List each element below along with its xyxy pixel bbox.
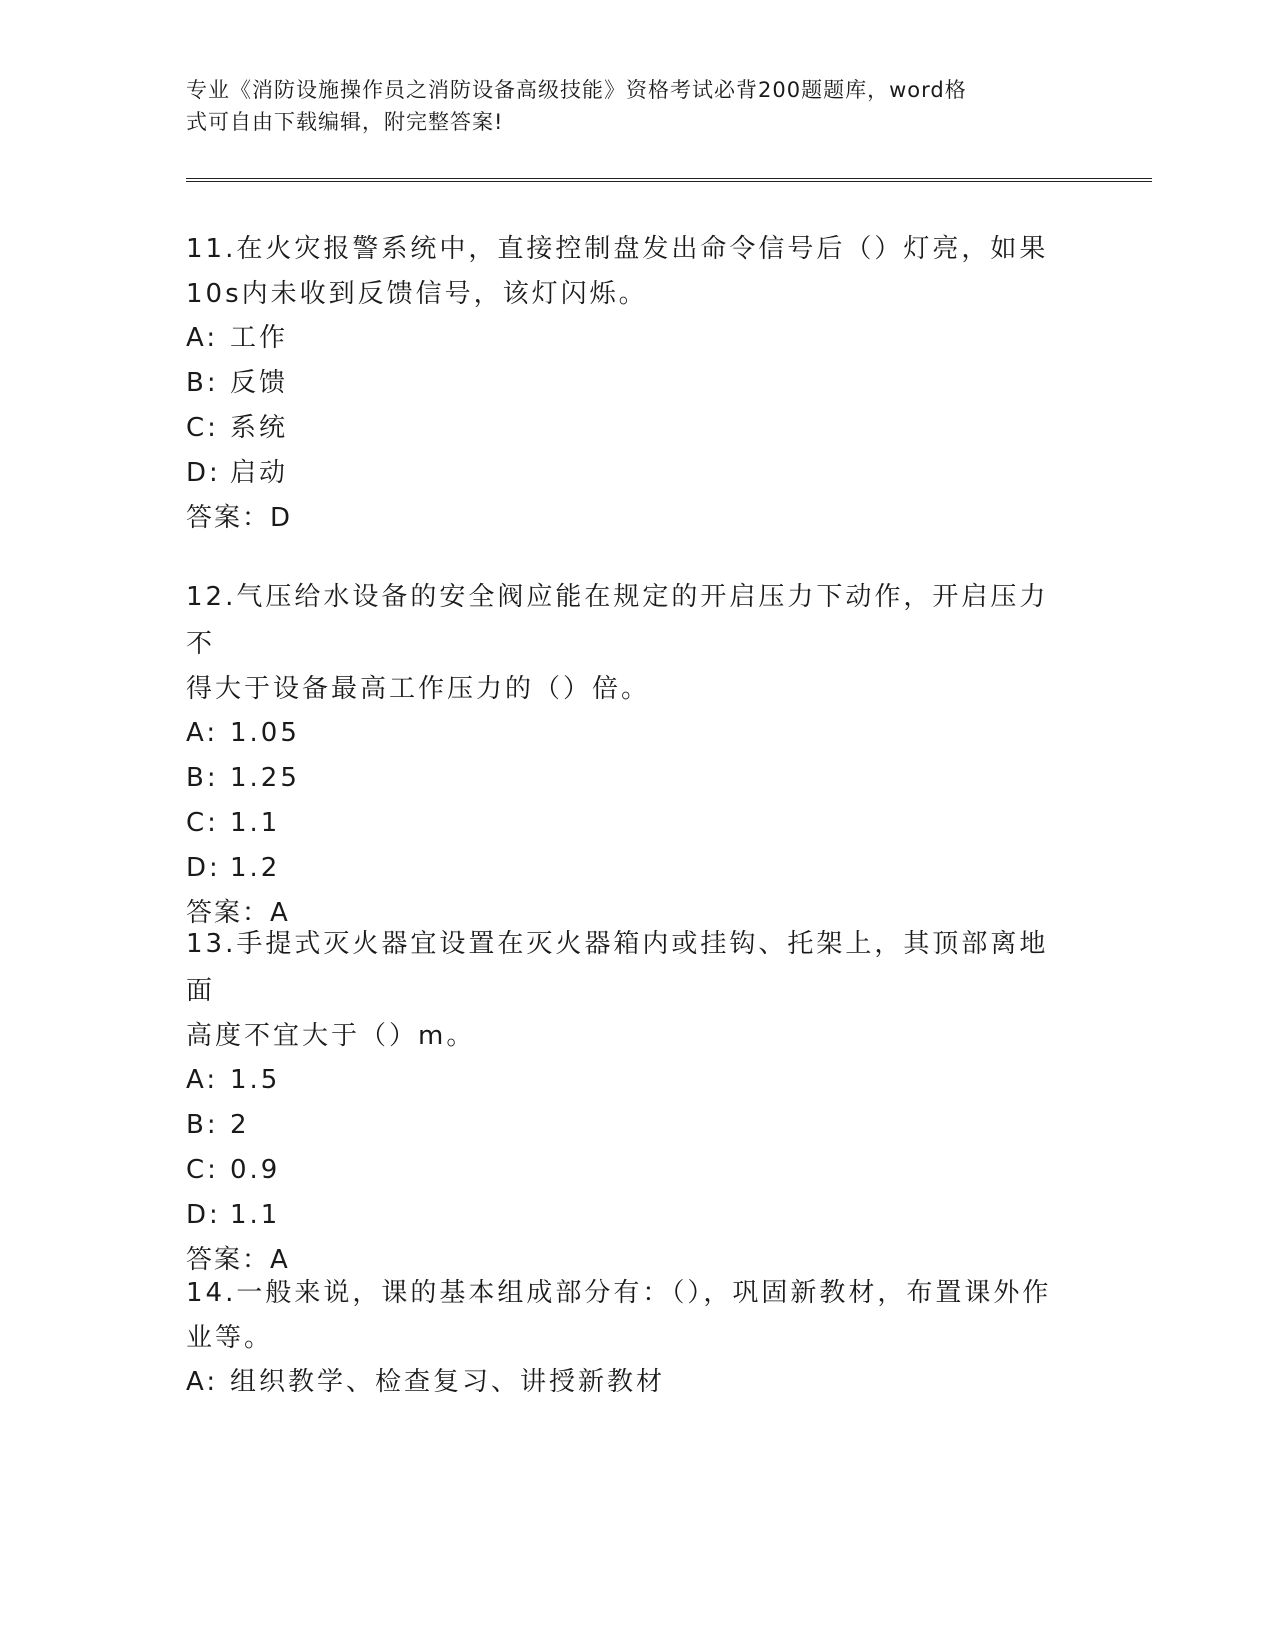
option-letter: D: bbox=[186, 1200, 221, 1230]
question-stem-line: 得大于设备最高工作压力的（）倍。 bbox=[186, 674, 651, 704]
answer-line: 答案：A bbox=[186, 1245, 290, 1275]
option-c bbox=[186, 406, 1076, 451]
option-b bbox=[186, 756, 1076, 801]
option-text: 1.1 bbox=[230, 1200, 281, 1230]
question-stem-line: 10s内未收到反馈信号，该灯闪烁。 bbox=[186, 279, 648, 309]
option-text: 0.9 bbox=[230, 1155, 281, 1185]
option-text: 系统 bbox=[230, 413, 289, 443]
option-letter: B: bbox=[186, 763, 219, 793]
option-a bbox=[186, 1360, 1076, 1405]
question-stem-line: 业等。 bbox=[186, 1323, 274, 1353]
option-letter: B: bbox=[186, 1110, 219, 1140]
option-text: 1.2 bbox=[230, 853, 281, 883]
option-b bbox=[186, 1103, 1076, 1148]
question-stem-line: 11.在火灾报警系统中，直接控制盘发出命令信号后（）灯亮，如果 bbox=[186, 234, 1049, 264]
option-letter: A: bbox=[186, 718, 219, 748]
option-c bbox=[186, 1148, 1076, 1193]
question-11 bbox=[186, 226, 1076, 541]
question-12 bbox=[186, 574, 1076, 936]
document-header bbox=[186, 74, 1066, 138]
option-b bbox=[186, 361, 1076, 406]
option-text: 1.05 bbox=[230, 718, 300, 748]
option-letter: D: bbox=[186, 458, 221, 488]
option-a bbox=[186, 711, 1076, 756]
question-stem-line: 13.手提式灭火器宜设置在灭火器箱内或挂钩、托架上，其顶部离地面 bbox=[186, 929, 1049, 1006]
option-text: 2 bbox=[230, 1110, 250, 1140]
option-text: 反馈 bbox=[230, 368, 289, 398]
question-stem-line: 14.一般来说，课的基本组成部分有：（），巩固新教材，布置课外作 bbox=[186, 1278, 1052, 1308]
option-text: 工作 bbox=[230, 323, 289, 353]
option-letter: C: bbox=[186, 1155, 219, 1185]
option-c bbox=[186, 801, 1076, 846]
question-14 bbox=[186, 1270, 1076, 1405]
option-d bbox=[186, 451, 1076, 496]
option-a bbox=[186, 1058, 1076, 1103]
question-stem-line: 高度不宜大于（）m。 bbox=[186, 1021, 476, 1051]
option-letter: C: bbox=[186, 413, 219, 443]
answer-line: 答案：A bbox=[186, 898, 290, 928]
option-a bbox=[186, 316, 1076, 361]
question-stem-line: 12.气压给水设备的安全阀应能在规定的开启压力下动作，开启压力不 bbox=[186, 582, 1049, 659]
option-text: 1.1 bbox=[230, 808, 281, 838]
option-text: 1.25 bbox=[230, 763, 300, 793]
option-text: 组织教学、检查复习、讲授新教材 bbox=[230, 1367, 666, 1397]
question-13 bbox=[186, 921, 1076, 1283]
option-letter: D: bbox=[186, 853, 221, 883]
option-d bbox=[186, 1193, 1076, 1238]
option-text: 启动 bbox=[230, 458, 289, 488]
option-letter: A: bbox=[186, 1065, 219, 1095]
option-letter: C: bbox=[186, 808, 219, 838]
option-d bbox=[186, 846, 1076, 891]
header-divider bbox=[186, 178, 1152, 182]
header-line-1: 专业《消防设施操作员之消防设备高级技能》资格考试必背200题题库，word格 bbox=[186, 78, 967, 102]
option-letter: A: bbox=[186, 1367, 219, 1397]
header-line-2: 式可自由下载编辑，附完整答案! bbox=[186, 110, 504, 134]
option-text: 1.5 bbox=[230, 1065, 281, 1095]
option-letter: B: bbox=[186, 368, 219, 398]
answer-line: 答案：D bbox=[186, 503, 293, 533]
option-letter: A: bbox=[186, 323, 219, 353]
